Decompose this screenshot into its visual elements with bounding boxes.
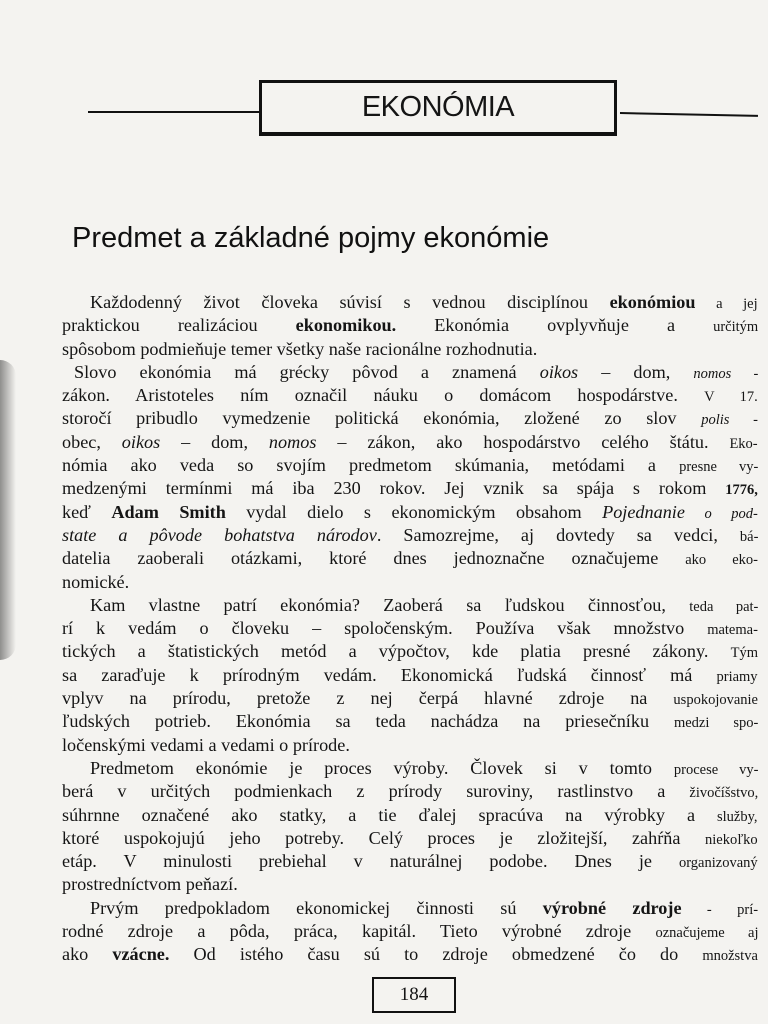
text-line [62, 338, 758, 361]
text-run: organizovaný [678, 855, 758, 872]
binding-shadow [0, 360, 16, 660]
text-run: – dom, [578, 361, 694, 382]
text-run: oikos [121, 431, 161, 452]
text-run: Eko- [729, 435, 758, 452]
text-run: medzi spo- [673, 715, 759, 732]
text-run: súhrnne označené ako statky, a tie ďalej spracúva na výrobky a [62, 804, 718, 825]
text-run: keď [62, 501, 112, 522]
text-run: matema- [707, 622, 758, 639]
text-run: ekonomikou. [295, 315, 397, 336]
text-line [62, 850, 758, 873]
text-run: nomické. [62, 571, 130, 592]
text-run: state a pôvode bohatstva národov [62, 524, 377, 545]
text-run: ločenskými vedami a vedami o prírode. [62, 734, 350, 755]
text-run: tických a štatistických metód a výpočtov, kde platia presné zákony. [62, 641, 731, 662]
text-run: zákon. Aristoteles ním označil náuku o domácom hospodárstve. [62, 385, 705, 406]
text-run: – dom, [160, 431, 269, 452]
text-run: vplyv na prírodu, pretože z nej čerpá hlavné zdroje na [62, 688, 674, 709]
chapter-title: EKONÓMIA [361, 91, 515, 123]
text-run: o pod- [684, 505, 758, 522]
text-run: vydal dielo s ekonomickým obsahom [225, 501, 603, 522]
page-number-box [372, 977, 456, 1013]
body-text [62, 291, 758, 967]
text-run: ako eko- [685, 552, 758, 569]
text-run: - [731, 365, 759, 382]
text-run: bá- [739, 528, 759, 545]
text-run: nomos [693, 365, 732, 382]
text-run: – zákon, ako hospodárstvo celého štátu. [316, 431, 730, 452]
text-run: služby, [717, 808, 758, 825]
text-run: Kam vlastne patrí ekonómia? Zaoberá sa ľudskou činnosťou, [90, 594, 690, 615]
text-line [62, 920, 758, 943]
text-run: polis [701, 412, 730, 429]
text-run: oikos [539, 361, 579, 382]
text-run: procese vy- [673, 761, 759, 778]
text-line [62, 407, 758, 430]
text-line [62, 547, 758, 570]
text-run: Každodenný život človeka súvisí s vednou disciplínou [90, 292, 610, 312]
text-run: určitým [713, 319, 759, 336]
text-run: sa zaraďuje k prírodným vedám. Ekonomická ľudská činnosť má [62, 664, 717, 685]
text-line [62, 943, 758, 966]
text-run: nomos [268, 431, 317, 452]
text-line [62, 687, 758, 710]
text-run: Od istého času sú to zdroje obmedzené čo do [169, 944, 703, 965]
text-run: nómia ako veda so svojím predmetom skúmania, metódami a [62, 455, 680, 476]
text-line [62, 454, 758, 477]
text-run: obec, [62, 431, 122, 452]
text-run: rodné zdroje a pôda, práca, kapitál. Tieto výrobné zdroje [62, 921, 656, 942]
text-run: ekonómiou [609, 292, 696, 312]
text-line [62, 897, 758, 920]
text-run: spôsobom podmieňuje temer všetky naše racionálne rozhodnutia. [62, 338, 538, 359]
text-line [62, 827, 758, 850]
text-run: výrobné zdroje [542, 897, 682, 918]
text-run: Slovo ekonómia má grécky pôvod a znamená [74, 361, 540, 382]
text-line [62, 361, 758, 384]
text-run: Adam Smith [111, 501, 226, 522]
text-line [62, 501, 758, 524]
text-line [62, 804, 758, 827]
text-run: Pojednanie [602, 501, 685, 522]
text-line [62, 664, 758, 687]
text-run: presne vy- [679, 459, 759, 476]
text-line [62, 477, 758, 500]
text-line [62, 734, 758, 757]
text-run: prostredníctvom peňazí. [62, 874, 238, 895]
text-line [62, 314, 758, 337]
text-line [62, 384, 758, 407]
text-line [62, 524, 758, 547]
text-run: V 17. [704, 389, 758, 406]
text-line [62, 710, 758, 733]
text-run: storočí pribudlo vymedzenie politická ekonómia, zložené zo slov [62, 408, 702, 429]
header-rule-left [88, 111, 260, 113]
page-number: 184 [399, 984, 429, 1005]
text-run: 1776, [725, 482, 758, 499]
text-run: množstva [702, 948, 758, 965]
text-line [62, 571, 758, 594]
text-run: . Samozrejme, aj dovtedy sa vedci, [376, 524, 740, 545]
text-run: medzenými termínmi má iba 230 rokov. Jej vznik sa spája s rokom [62, 478, 726, 499]
text-run: praktickou realizáciou [62, 315, 296, 336]
text-run: - prí- [681, 901, 759, 918]
text-run: datelia zaoberali otázkami, ktoré dnes jednoznačne označujeme [62, 548, 686, 569]
text-run: Tým [730, 645, 758, 662]
text-run: berá v určitých podmienkach z prírody suroviny, rastlinstvo a [62, 781, 690, 802]
text-run: uspokojovanie [673, 692, 758, 709]
text-run: teda pat- [689, 598, 759, 615]
text-run: označujeme aj [655, 925, 759, 942]
text-line [62, 617, 758, 640]
text-run: Ekonómia ovplyvňuje a [396, 315, 714, 336]
text-run: priamy [716, 668, 758, 685]
text-run: a jej [695, 296, 758, 312]
text-line [62, 757, 758, 780]
text-line [62, 431, 758, 454]
text-run: vzácne. [112, 944, 170, 965]
text-run: - [729, 412, 758, 429]
text-run: ako [62, 944, 113, 965]
text-run: niekoľko [704, 831, 758, 848]
text-run: Predmetom ekonómie je proces výroby. Človek si v tomto [90, 757, 674, 778]
text-line [62, 780, 758, 803]
text-run: ľudských potrieb. Ekonómia sa teda nachádza na priesečníku [62, 711, 674, 732]
text-run: ktoré uspokojujú jeho potreby. Celý proces je zložitejší, zahŕňa [62, 827, 705, 848]
text-run: rí k vedám o človeku – spoločenským. Používa však množstvo [62, 618, 708, 639]
text-line [62, 291, 758, 314]
header-rule-right [620, 112, 758, 117]
text-line [62, 640, 758, 663]
text-line [62, 594, 758, 617]
text-run: živočíšstvo, [689, 785, 759, 802]
chapter-heading [259, 80, 617, 136]
text-run: Prvým predpokladom ekonomickej činnosti sú [90, 897, 543, 918]
text-line [62, 873, 758, 896]
section-title: Predmet a základné pojmy ekonómie [72, 222, 550, 254]
text-run: etáp. V minulosti prebiehal v naturálnej podobe. Dnes je [62, 851, 679, 872]
